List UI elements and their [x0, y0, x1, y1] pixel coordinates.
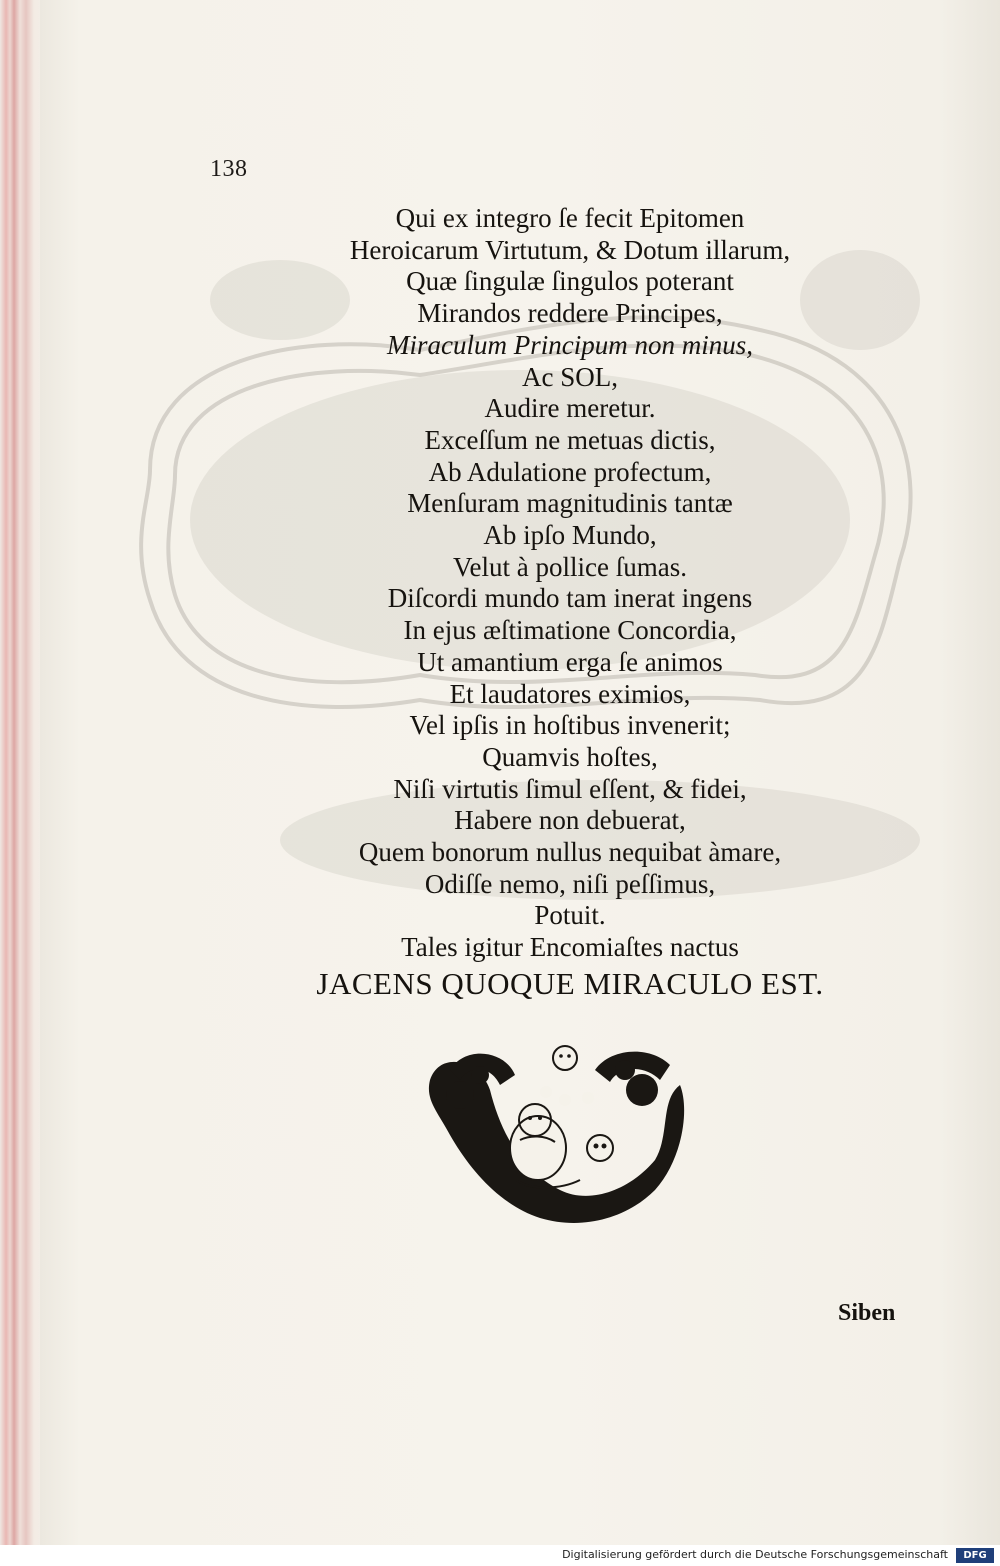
verse-line: Exceſſum ne metuas dictis,	[424, 424, 716, 455]
verse-line: Velut à pollice ſumas.	[453, 551, 687, 582]
verse-line: Habere non debuerat,	[454, 805, 686, 836]
verse-line: Miraculum Principum non minus,	[387, 329, 753, 360]
verse-line: Menſuram magnitudinis tantæ	[407, 488, 733, 519]
verse-line: Ac SOL,	[522, 361, 618, 392]
verse-line: Heroicarum Virtutum, & Dotum illarum,	[349, 234, 791, 265]
verse-italic-phrase: Miraculum Principum	[387, 329, 628, 360]
verse-closing-line: JACENS QUOQUE MIRACULO EST.	[316, 965, 824, 1001]
verse-line: Qui ex integro ſe fecit Epitomen	[395, 203, 745, 233]
verse-line: Quamvis hoſtes,	[482, 741, 658, 772]
verse-line: Mirandos reddere Principes,	[417, 298, 723, 329]
verse-line: Quem bonorum nullus nequibat àmare,	[358, 837, 782, 868]
verse-line: Quæ ſingulæ ſingulos poterant	[406, 266, 734, 297]
dfg-logo-icon: DFG	[956, 1548, 994, 1563]
catchword: Siben	[838, 1300, 896, 1326]
verse-line: In ejus æſtimatione Concordia,	[403, 615, 737, 646]
verse-text	[160, 203, 980, 1004]
verse-line: Vel ipſis in hoſtibus invenerit;	[409, 710, 731, 741]
verse-line: Audire meretur.	[484, 393, 656, 424]
verse-line: Diſcordi mundo tam inerat ingens	[387, 583, 753, 614]
cornucopia-cherub-ornament-icon	[420, 1040, 690, 1230]
verse-line: Tales igitur Encomiaſtes nactus	[401, 932, 739, 963]
footer-credit: Digitalisierung gefördert durch die Deutsche Forschungsgemeinschaft	[562, 1548, 948, 1561]
verse-line: Potuit.	[534, 900, 606, 931]
verse-line: Odiſſe nemo, niſi peſſimus,	[424, 868, 716, 899]
verse-line: Ab Adulatione profectum,	[428, 456, 712, 487]
verse-line: Niſi virtutis ſimul eſſent, & fidei,	[393, 773, 747, 804]
digitization-footer	[0, 1545, 1000, 1566]
page-number: 138	[210, 156, 248, 182]
verse-line: Et laudatores eximios,	[449, 678, 691, 709]
verse-line: Ab ipſo Mundo,	[483, 520, 657, 551]
verse-line: Ut amantium erga ſe animos	[417, 646, 723, 677]
